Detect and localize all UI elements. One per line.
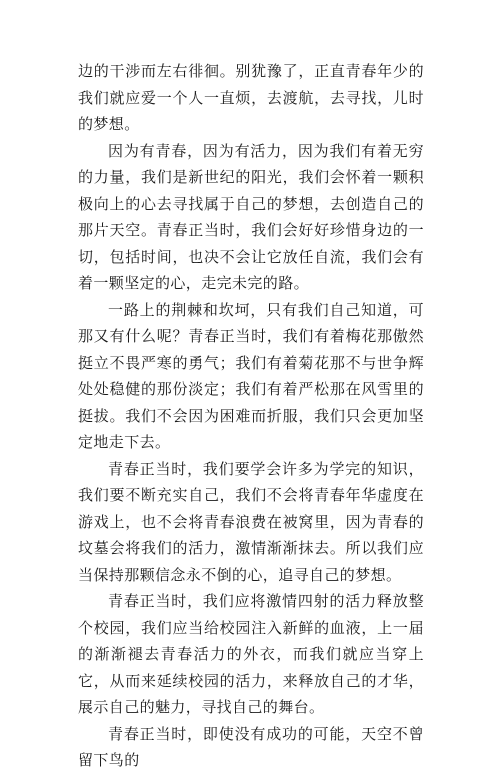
paragraph: 因为有青春，因为有活力，因为我们有着无穷的力量，我们是新世纪的阳光，我们会怀着一颗积极向上的心去寻找属于自己的梦想，去创造自己的那片天空。青春正当时，我们会好好珍惜身边的一切，包括时间，也决不会让它放任自流，我们会有着一颗坚定的心，走完未完的路。 — [78, 141, 424, 292]
body-text — [78, 58, 424, 774]
paragraph: 青春正当时，我们应将激情四射的活力释放整个校园，我们应当给校园注入新鲜的血液，上一届的渐渐褪去青春活力的外衣，而我们就应当穿上它，从而来延续校园的活力，来释放自己的才华，展示自己的魅力，寻找自己的舞台。 — [78, 592, 424, 716]
paragraph: 一路上的荆棘和坎坷，只有我们自己知道，可那又有什么呢？青春正当时，我们有着梅花那傲然挺立不畏严寒的勇气；我们有着菊花那不与世争辉处处稳健的那份淡定；我们有着严松那在风雪里的挺拔。我们不会因为困难而折服，我们只会更加坚定地走下去。 — [78, 300, 424, 451]
paragraph: 边的干涉而左右徘徊。别犹豫了，正直青春年少的我们就应爱一个人一直烦，去渡航，去寻找，儿时的梦想。 — [78, 62, 424, 133]
paragraph: 青春正当时，我们要学会许多为学完的知识，我们要不断充实自己，我们不会将青春年华虚度在游戏上，也不会将青春浪费在被窝里，因为青春的坟墓会将我们的活力，激情渐渐抹去。所以我们应当保持那颗信念永不倒的心，追寻自己的梦想。 — [78, 459, 424, 584]
paragraph: 青春正当时，即使没有成功的可能，天空不曾留下鸟的 — [78, 724, 424, 769]
